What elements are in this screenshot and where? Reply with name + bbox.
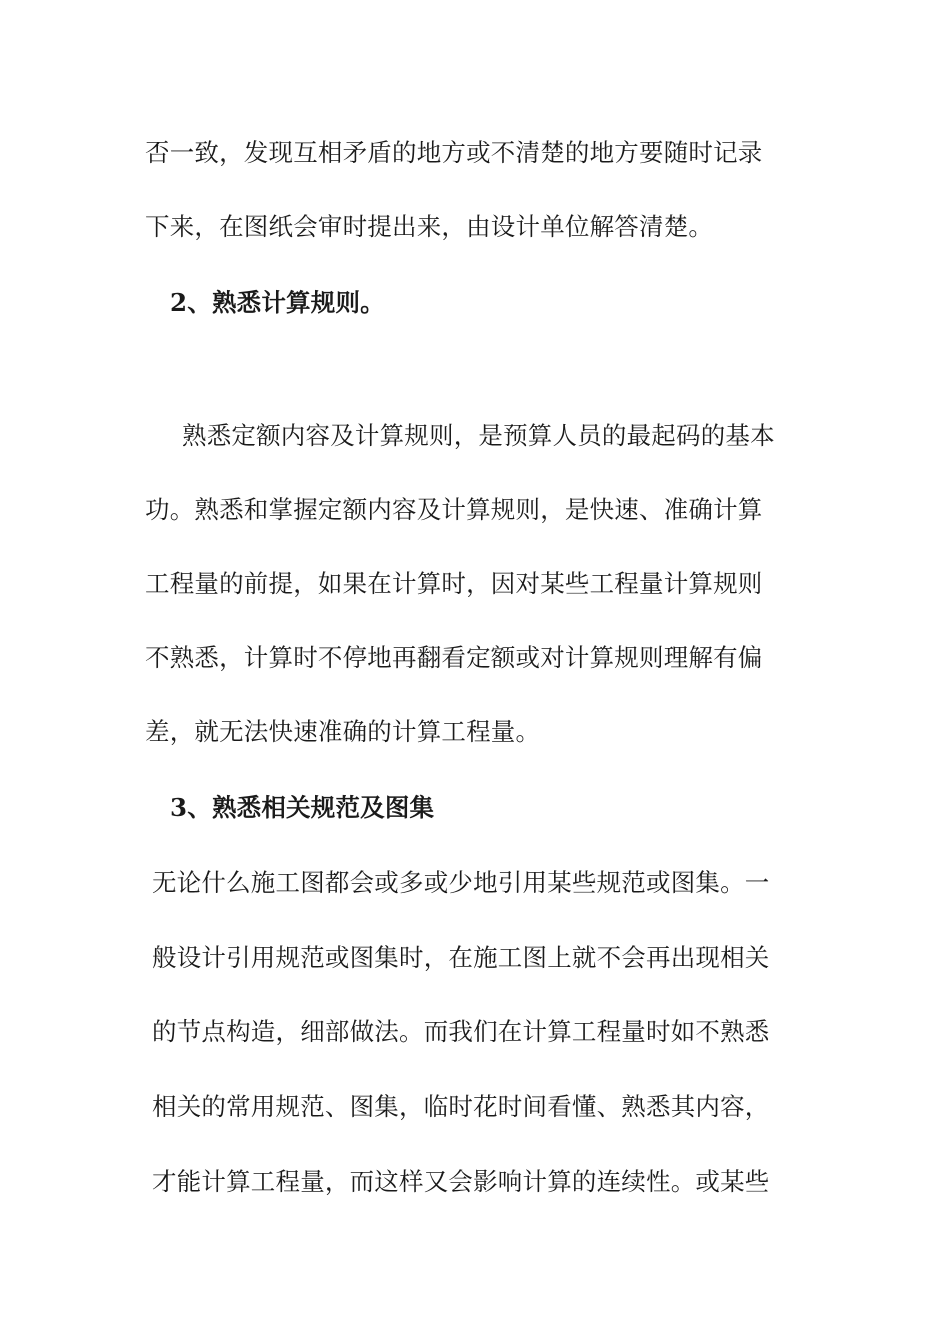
paragraph-1-line-2: 下来，在图纸会审时提出来，由设计单位解答清楚。 [145,212,714,241]
section-heading-3: 3、熟悉相关规范及图集 [170,793,435,822]
section-heading-2: 2、熟悉计算规则。 [170,288,385,317]
paragraph-2-line-5: 差，就无法快速准确的计算工程量。 [145,717,541,746]
paragraph-1-line-1: 否一致，发现互相矛盾的地方或不清楚的地方要随时记录 [145,138,763,167]
paragraph-2-line-2: 功。熟悉和掌握定额内容及计算规则，是快速、准确计算 [145,495,763,524]
paragraph-3-line-5: 才能计算工程量，而这样又会影响计算的连续性。或某些 [152,1167,770,1196]
paragraph-3-line-4: 相关的常用规范、图集，临时花时间看懂、熟悉其内容， [152,1092,770,1121]
paragraph-3-line-2: 般设计引用规范或图集时，在施工图上就不会再出现相关 [152,943,770,972]
paragraph-2-line-4: 不熟悉，计算时不停地再翻看定额或对计算规则理解有偏 [145,643,763,672]
paragraph-2-line-1: 熟悉定额内容及计算规则，是预算人员的最起码的基本 [182,421,775,450]
paragraph-2-line-3: 工程量的前提，如果在计算时，因对某些工程量计算规则 [145,569,763,598]
paragraph-3-line-1: 无论什么施工图都会或多或少地引用某些规范或图集。一 [152,868,770,897]
paragraph-3-line-3: 的节点构造，细部做法。而我们在计算工程量时如不熟悉 [152,1017,770,1046]
